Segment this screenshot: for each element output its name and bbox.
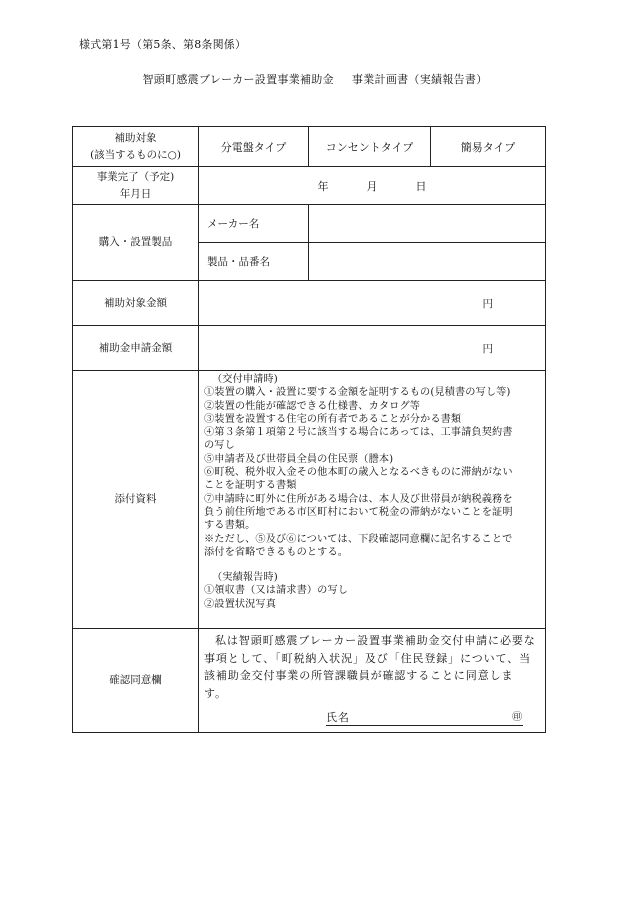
document-title-main: 智頭町感震ブレーカー設置事業補助金 xyxy=(142,73,334,86)
document-title xyxy=(0,71,630,87)
form-number: 様式第1号（第5条、第8条関係） xyxy=(79,38,247,51)
report-item: ②設置状況写真 xyxy=(204,598,277,610)
grant-item: ④第３条第１項第２号に該当する場合にあっては、工事請負契約書 xyxy=(204,427,513,439)
consent-content xyxy=(199,629,546,733)
attachments-row xyxy=(73,371,546,629)
attachments-label: 添付資料 xyxy=(73,371,199,629)
grant-item: 添付を省略できるものとする。 xyxy=(204,546,349,558)
signature-name-label: 氏名 xyxy=(326,711,350,724)
subsidy-amount-unit: 円 xyxy=(482,297,493,310)
subsidy-amount-row xyxy=(73,281,546,326)
seal-mark-icon: ㊞ xyxy=(512,712,523,723)
model-name-label: 製品・品番名 xyxy=(199,243,309,281)
subsidy-amount-field[interactable] xyxy=(199,281,546,326)
subsidy-target-label xyxy=(73,127,199,167)
product-maker-row xyxy=(73,205,546,243)
signature-field[interactable] xyxy=(326,711,523,726)
request-amount-field[interactable] xyxy=(199,326,546,371)
grant-item: する書類。 xyxy=(204,520,256,532)
grant-item: 負う前住所地である市区町村において税金の滞納がないことを証明 xyxy=(204,506,513,518)
consent-text-line: 事項として、「町税納入状況」及び「住民登録」について、当 xyxy=(204,651,532,665)
application-form-table xyxy=(72,126,546,733)
maker-name-label: メーカー名 xyxy=(199,205,309,243)
grant-item: ⑥町税、税外収入金その他本町の歳入となるべきものに滞納がない xyxy=(204,467,513,479)
grant-item: の写し xyxy=(204,440,235,452)
product-label: 購入・設置製品 xyxy=(73,205,199,281)
request-amount-row xyxy=(73,326,546,371)
consent-row xyxy=(73,629,546,733)
maker-name-field[interactable] xyxy=(309,205,546,243)
grant-item: ⑤申請者及び世帯員全員の住民票（謄本) xyxy=(204,453,394,465)
subsidy-target-label-line1: 補助対象 xyxy=(114,131,157,144)
grant-item: ②装置の性能が確認できる仕様書、カタログ等 xyxy=(204,400,421,412)
grant-item: ③装置を設置する住宅の所有者であることが分かる書類 xyxy=(204,413,462,425)
month-unit: 月 xyxy=(366,179,378,193)
subsidy-target-label-line2: (該当するものに○) xyxy=(90,148,181,161)
report-item: ①領収書（又は請求書）の写し xyxy=(204,585,349,597)
grant-heading: （交付申請時) xyxy=(212,374,278,385)
day-unit: 日 xyxy=(415,179,427,193)
consent-label: 確認同意欄 xyxy=(73,629,199,733)
completion-date-field[interactable] xyxy=(199,167,546,205)
option-simple-type[interactable]: 簡易タイプ xyxy=(431,127,546,167)
consent-text-line: 該補助金交付事業の所管課職員が確認することに同意しま xyxy=(204,669,514,682)
completion-date-row xyxy=(73,167,546,205)
grant-item: ①装置の購入・設置に要する金額を証明するもの(見積書の写し等) xyxy=(204,387,511,399)
model-name-field[interactable] xyxy=(309,243,546,281)
grant-item: ⑦申請時に町外に住所がある場合は、本人及び世帯員が納税義務を xyxy=(204,493,513,505)
request-amount-unit: 円 xyxy=(482,342,493,355)
subsidy-amount-label: 補助対象金額 xyxy=(73,281,199,326)
completion-date-label-line1: 事業完了（予定) xyxy=(96,170,175,183)
grant-item: ことを証明する書類 xyxy=(204,480,297,492)
year-unit: 年 xyxy=(317,179,329,193)
attachments-content xyxy=(199,371,546,629)
completion-date-label xyxy=(73,167,199,205)
consent-text-line: す。 xyxy=(204,686,227,700)
document-title-sub: 事業計画書（実績報告書） xyxy=(351,73,488,86)
spacer xyxy=(204,559,541,571)
request-amount-label: 補助金申請金額 xyxy=(73,326,199,371)
grant-item: ※ただし、⑤及び⑥については、下段確認同意欄に記名することで xyxy=(204,533,513,545)
subsidy-target-row xyxy=(73,127,546,167)
completion-date-label-line2: 年月日 xyxy=(119,187,152,200)
report-heading: （実績報告時) xyxy=(212,572,278,584)
option-outlet-type[interactable]: コンセントタイプ xyxy=(309,127,431,167)
consent-text-line: 私は智頭町感震ブレーカー設置事業補助金交付申請に必要な xyxy=(215,634,536,647)
option-panel-type[interactable]: 分電盤タイプ xyxy=(199,127,309,167)
